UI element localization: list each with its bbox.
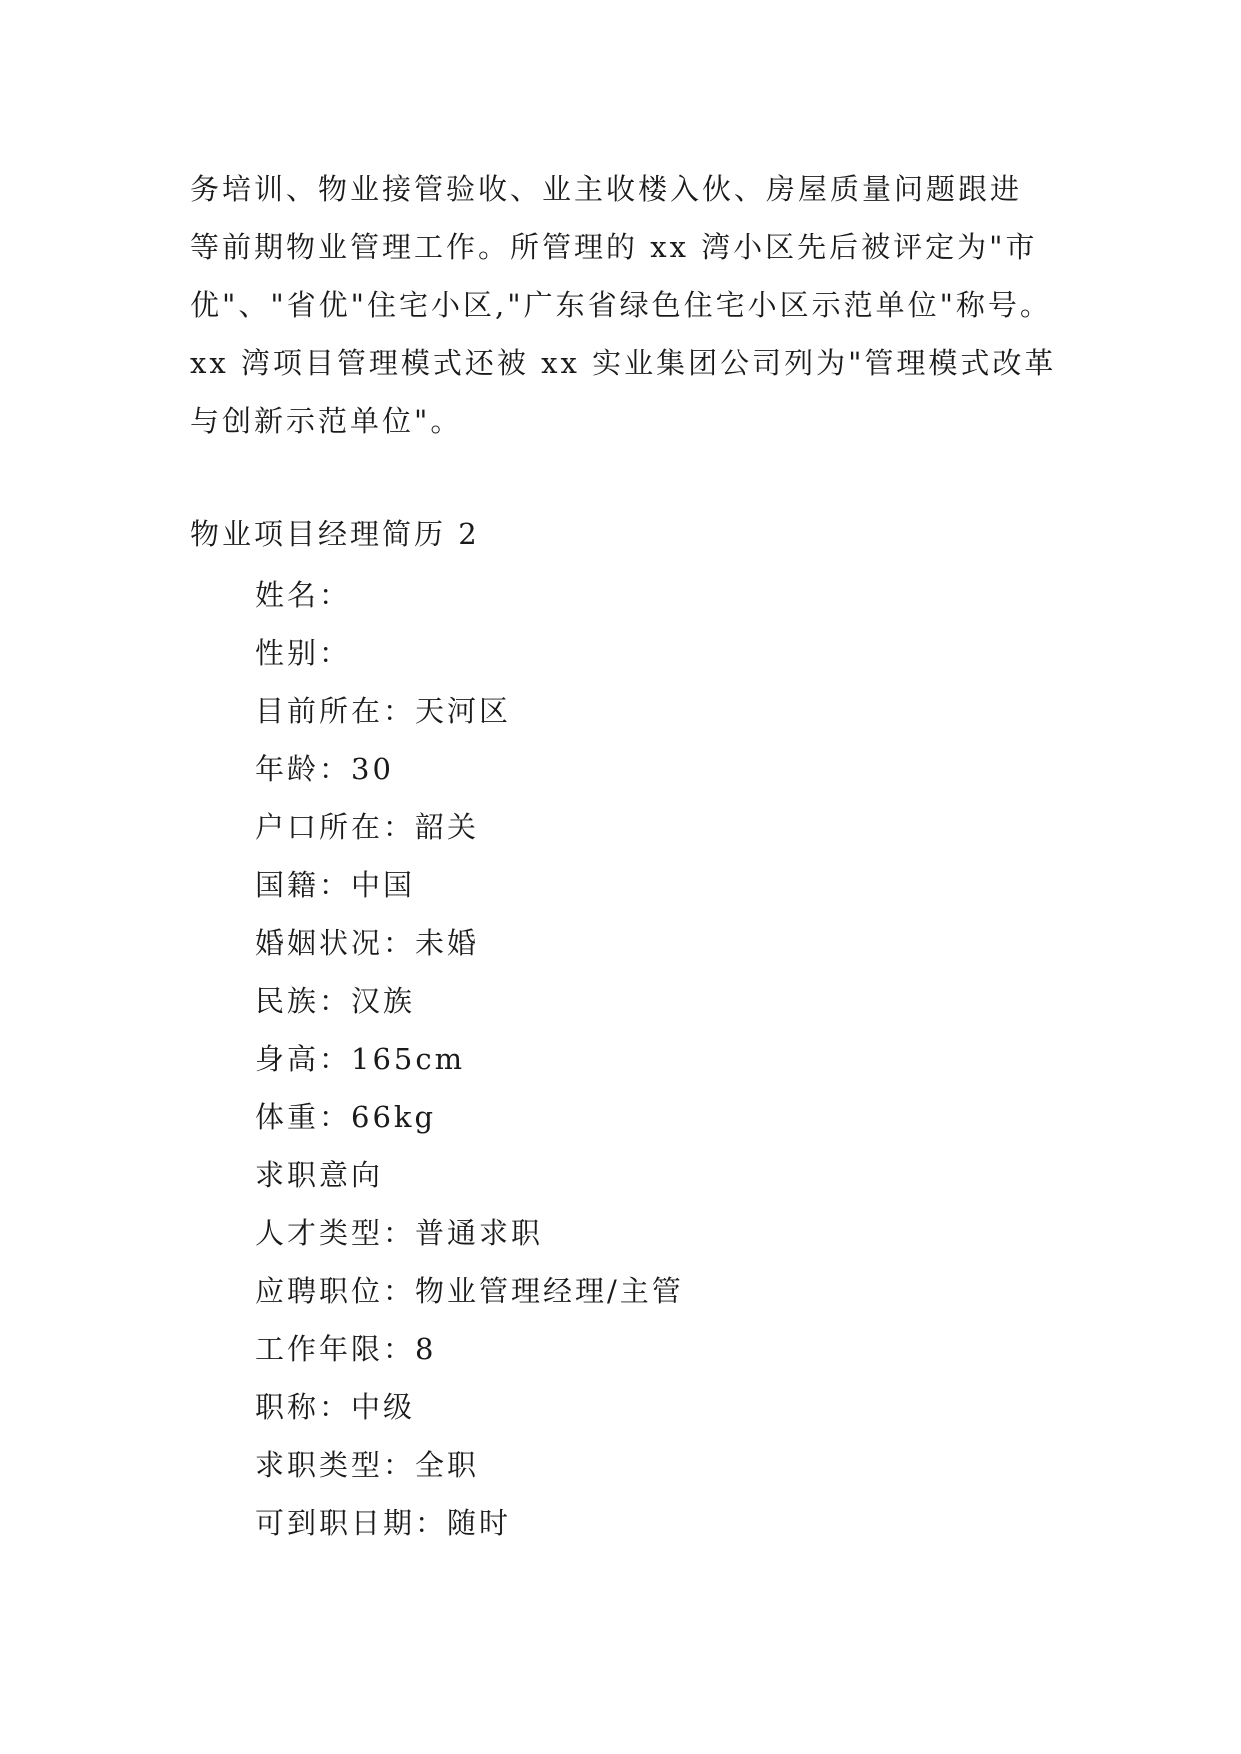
field-current-location: 目前所在：天河区 xyxy=(255,694,512,728)
field-talent-type: 人才类型：普通求职 xyxy=(255,1216,544,1250)
field-years-of-experience: 工作年限：8 xyxy=(255,1332,437,1366)
paragraph-line: 优"、"省优"住宅小区,"广东省绿色住宅小区示范单位"称号。 xyxy=(190,288,1052,322)
field-gender: 性别： xyxy=(255,636,352,670)
paragraph-line: xx 湾项目管理模式还被 xx 实业集团公司列为"管理模式改革 xyxy=(190,346,1057,380)
field-ethnicity: 民族：汉族 xyxy=(255,984,416,1018)
field-height: 身高：165cm xyxy=(255,1042,466,1076)
paragraph-line: 与创新示范单位"。 xyxy=(190,404,463,438)
field-marital-status: 婚姻状况：未婚 xyxy=(255,926,480,960)
resume-fields xyxy=(255,566,684,1552)
field-professional-title: 职称：中级 xyxy=(255,1390,416,1424)
field-nationality: 国籍：中国 xyxy=(255,868,416,902)
field-name: 姓名： xyxy=(255,578,352,612)
field-age: 年龄：30 xyxy=(255,752,394,786)
field-position-applied: 应聘职位：物业管理经理/主管 xyxy=(255,1274,684,1308)
paragraph-line: 务培训、物业接管验收、业主收楼入伙、房屋质量问题跟进 xyxy=(190,172,1023,206)
field-household-registration: 户口所在：韶关 xyxy=(255,810,480,844)
resume-title: 物业项目经理简历 2 xyxy=(190,517,480,551)
field-available-date: 可到职日期：随时 xyxy=(255,1506,512,1540)
field-job-type: 求职类型：全职 xyxy=(255,1448,480,1482)
field-weight: 体重：66kg xyxy=(255,1100,437,1134)
section-job-intention: 求职意向 xyxy=(255,1158,384,1192)
body-paragraph xyxy=(190,160,1090,450)
paragraph-line: 等前期物业管理工作。所管理的 xx 湾小区先后被评定为"市 xyxy=(190,230,1038,264)
